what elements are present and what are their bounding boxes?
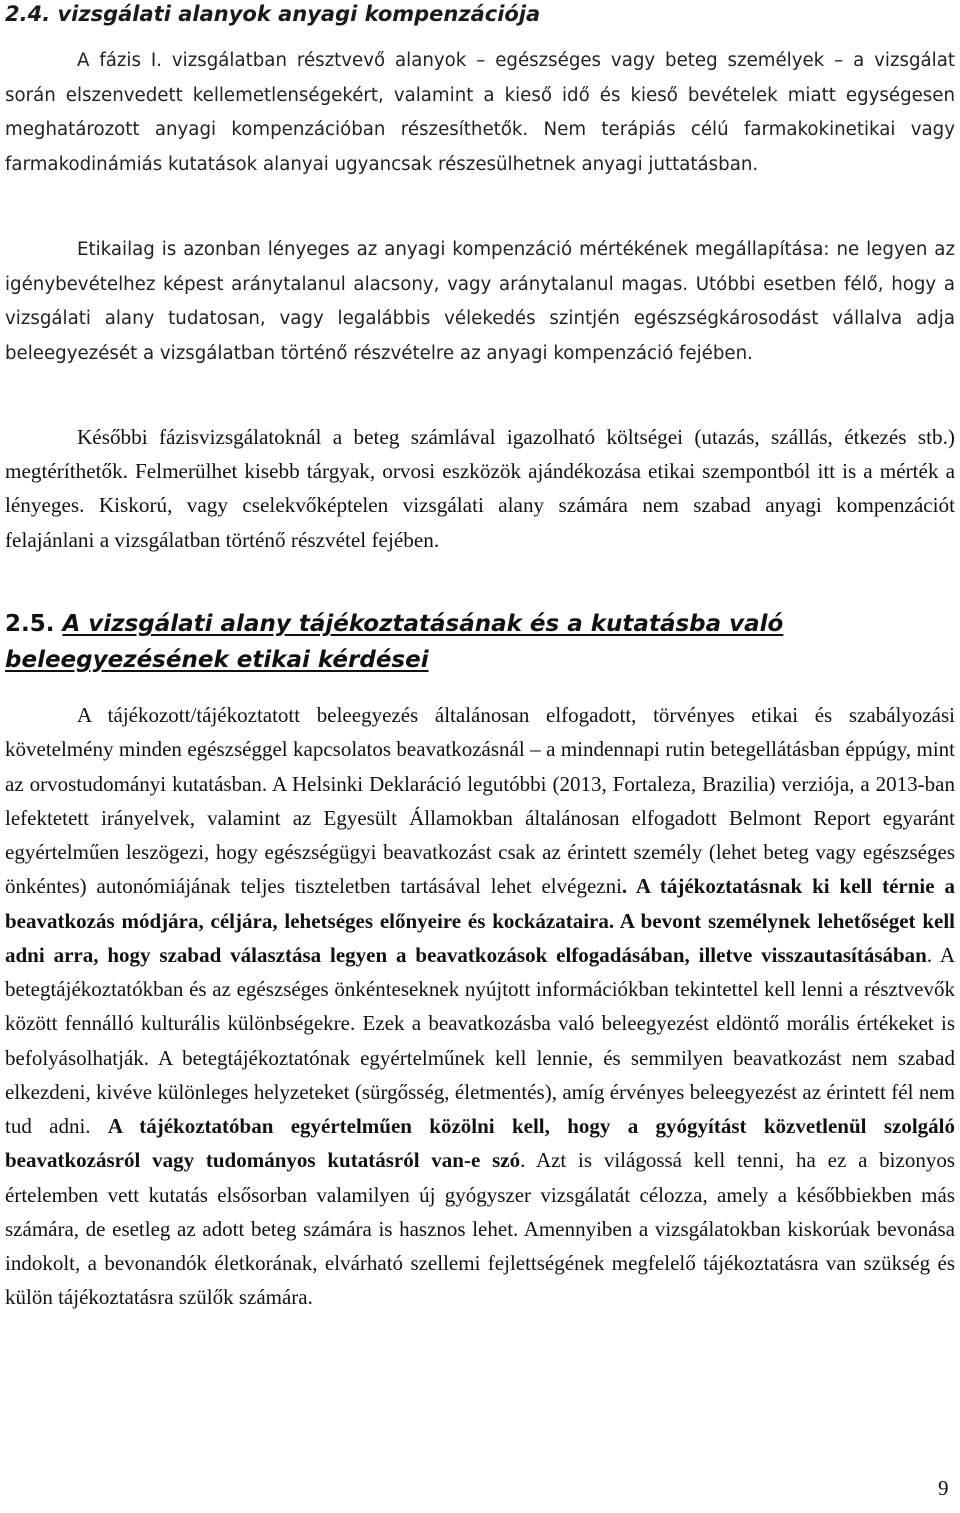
consent-text-1: A tájékozott/tájékoztatott beleegyezés általánosan elfogadott, törvényes etikai és szabályozási követelmény minden egészséggel kapcsolatos beavatkozásnál – a mindennapi rutin betegellátásban éppúgy, mint az orvostudományi kutatásban. A Helsinki Deklaráció legutóbbi (2013, Fortaleza, Brazilia) verziója, a 2013-ban lefektetett irányelvek, valamint az Egyesült Államokban általánosan elfogadott Belmont Report egyaránt egyértelműen leszögezi, hogy egészségügyi beavatkozást csak az érintett személy (lehet beteg vagy egészséges önkéntes) autonómiájának teljes tiszteletben tartásával lehet elvégezni <box>5 703 955 899</box>
section-title: A vizsgálati alany tájékoztatásának és a kutatásba való beleegyezésének etikai kérdései <box>5 611 784 673</box>
section-number: 2.5. <box>5 611 55 637</box>
consent-text-2: . A betegtájékoztatókban és az egészséges önkénteseknek nyújtott információkban tekintettel kell lenni a résztvevők között fennálló kulturális különbségekre. Ezek a beavatkozásba való beleegyezést eldöntő morális értékeket is befolyásolhatják. A betegtájékoztatónak egyértelműnek kell lennie, és semmilyen beavatkozást nem szabad elkezdeni, kivéve különleges helyzeteket (sürgősség, életmentés), amíg érvényes beleegyezést az érintett fél nem tud adni. <box>5 942 955 1138</box>
paragraph-phase1-compensation: A fázis I. vizsgálatban résztvevő alanyok – egészséges vagy beteg személyek – a vizsgálat során elszenvedett kellemetlenségekért, valamint a kieső idő és kieső bevételek miatt egységesen meghatározott anyagi kompenzációban részesíthetők. Nem terápiás célú farmakokinetikai vagy farmakodinámiás kutatások alanyai ugyancsak részesülhetnek anyagi juttatásban. <box>5 50 955 175</box>
paragraph-informed-consent <box>5 698 955 1315</box>
section-heading-2-4: 2.4. vizsgálati alanyok anyagi kompenzációja <box>5 2 541 26</box>
consent-text-3: . Azt is világossá kell tenni, ha ez a bizonyos értelemben vett kutatás elsősorban valamilyen új gyógyszer vizsgálatát célozza, amely a későbbiekben más számára, de esetleg az adott beteg számára is hasznos lehet. Amennyiben a vizsgálatokban kiskorúak bevonása indokolt, a bevonandók életkorának, elvárható szellemi fejlettségének megfelelő tájékoztatásra van szükség és külön tájékoztatásra szülők számára. <box>5 1148 955 1310</box>
paragraph-compensation-ethics: Etikailag is azonban lényeges az anyagi kompenzáció mértékének megállapítása: ne legyen az igénybevételhez képest aránytalanul alacsony, vagy aránytalanul magas. Utóbbi esetben félő, hogy a vizsgálati alany tudatosan, vagy legalábbis vélekedés szintjén egészségkárosodást vállalva adja beleegyezését a vizsgálatban történő részvételre az anyagi kompenzáció fejében. <box>5 239 955 364</box>
consent-emphasis-1: . A tájékoztatásnak ki kell térnie a beavatkozás módjára, céljára, lehetséges előnyeire és kockázataira. A bevont személynek lehetőséget kell adni arra, hogy szabad választása legyen a beavatkozások elfogadásában, illetve visszautasításában <box>5 874 955 967</box>
paragraph-later-phase-costs: Későbbi fázisvizsgálatoknál a beteg számlával igazolható költségei (utazás, szállás, étkezés stb.) megtéríthetők. Felmerülhet kisebb tárgyak, orvosi eszközök ajándékozása etikai szempontból itt is a mérték a lényeges. Kiskorú, vagy cselekvőképtelen vizsgálati alany számára nem szabad anyagi kompenzációt felajánlani a vizsgálatban történő részvétel fejében. <box>5 425 955 552</box>
page-number: 9 <box>938 1476 949 1500</box>
consent-emphasis-2: A tájékoztatóban egyértelműen közölni kell, hogy a gyógyítást közvetlenül szolgáló beavatkozásról vagy tudományos kutatásról van-e szó <box>5 1114 955 1173</box>
section-heading-2-5 <box>5 606 955 678</box>
